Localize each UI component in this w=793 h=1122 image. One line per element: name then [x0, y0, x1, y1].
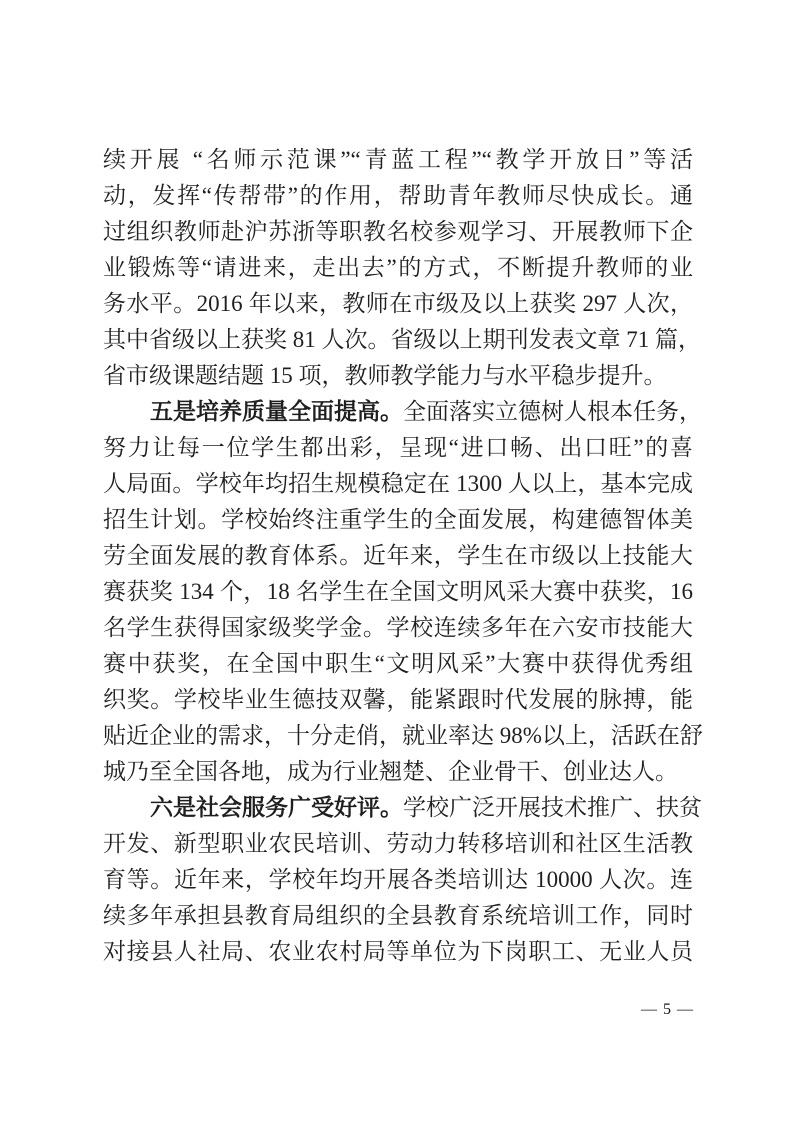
body-text: 续多年承担县教育局组织的全县教育系统培训工作，同时 — [103, 903, 693, 928]
body-text: 贴近企业的需求，十分走俏，就业率达 98%以上，活跃在舒 — [103, 723, 703, 748]
text-line — [103, 250, 693, 286]
text-line — [103, 502, 693, 538]
text-line — [103, 898, 693, 934]
body-text: 开发、新型职业农民培训、劳动力转移培训和社区生活教 — [103, 831, 693, 856]
body-text: 人局面。学校年均招生规模稳定在 1300 人以上，基本完成 — [103, 471, 693, 496]
text-line — [103, 790, 702, 826]
body-text: 务水平。2016 年以来，教师在市级及以上获奖 297 人次， — [103, 291, 693, 316]
text-line — [103, 142, 693, 178]
body-text: 名学生获得国家级奖学金。学校连续多年在六安市技能大 — [103, 615, 693, 640]
text-line — [103, 934, 693, 970]
bold-lead-text: 五是培养质量全面提高。 — [150, 399, 403, 424]
text-line — [103, 466, 693, 502]
body-text: 业锻炼等“请进来，走出去”的方式，不断提升教师的业 — [103, 255, 693, 280]
text-line — [103, 214, 693, 250]
text-line — [103, 754, 693, 790]
text-block — [103, 142, 703, 970]
text-line — [103, 682, 693, 718]
text-line — [103, 862, 693, 898]
text-line — [103, 430, 693, 466]
body-text: 学校广泛开展技术推广、扶贫 — [403, 795, 702, 820]
body-text: 对接县人社局、农业农村局等单位为下岗职工、无业人员 — [103, 939, 693, 964]
text-line — [103, 394, 702, 430]
body-text: 努力让每一位学生都出彩，呈现“进口畅、出口旺”的喜 — [103, 435, 693, 460]
body-text: 育等。近年来，学校年均开展各类培训达 10000 人次。连 — [103, 867, 693, 892]
body-text: 省市级课题结题 15 项，教师教学能力与水平稳步提升。 — [103, 363, 667, 388]
body-text: 全面落实立德树人根本任务， — [403, 399, 702, 424]
bold-lead-text: 六是社会服务广受好评。 — [150, 795, 403, 820]
body-text: 动，发挥“传帮带”的作用，帮助青年教师尽快成长。通 — [103, 183, 693, 208]
body-text: 赛中获奖，在全国中职生“文明风采”大赛中获得优秀组 — [103, 651, 693, 676]
body-text: 续开展 “名师示范课”“青蓝工程”“教学开放日”等活 — [103, 147, 693, 172]
body-text: 城乃至全国各地，成为行业翘楚、企业骨干、创业达人。 — [103, 759, 678, 784]
body-text: 其中省级以上获奖 81 人次。省级以上期刊发表文章 71 篇， — [103, 327, 701, 352]
text-line — [103, 322, 701, 358]
body-text: 赛获奖 134 个，18 名学生在全国文明风采大赛中获奖，16 — [103, 579, 693, 604]
body-text: 劳全面发展的教育体系。近年来，学生在市级以上技能大 — [103, 543, 693, 568]
text-line — [103, 178, 693, 214]
body-text: 织奖。学校毕业生德技双馨，能紧跟时代发展的脉搏，能 — [103, 687, 693, 712]
body-text: 过组织教师赴沪苏浙等职教名校参观学习、开展教师下企 — [103, 219, 693, 244]
text-line — [103, 718, 703, 754]
text-line — [103, 646, 693, 682]
text-line — [103, 538, 693, 574]
page-number: — 5 — — [641, 1001, 694, 1018]
text-line — [103, 610, 693, 646]
body-text: 招生计划。学校始终注重学生的全面发展，构建德智体美 — [103, 507, 693, 532]
text-line — [103, 574, 693, 610]
text-line — [103, 286, 693, 322]
text-line — [103, 826, 693, 862]
text-line — [103, 358, 693, 394]
